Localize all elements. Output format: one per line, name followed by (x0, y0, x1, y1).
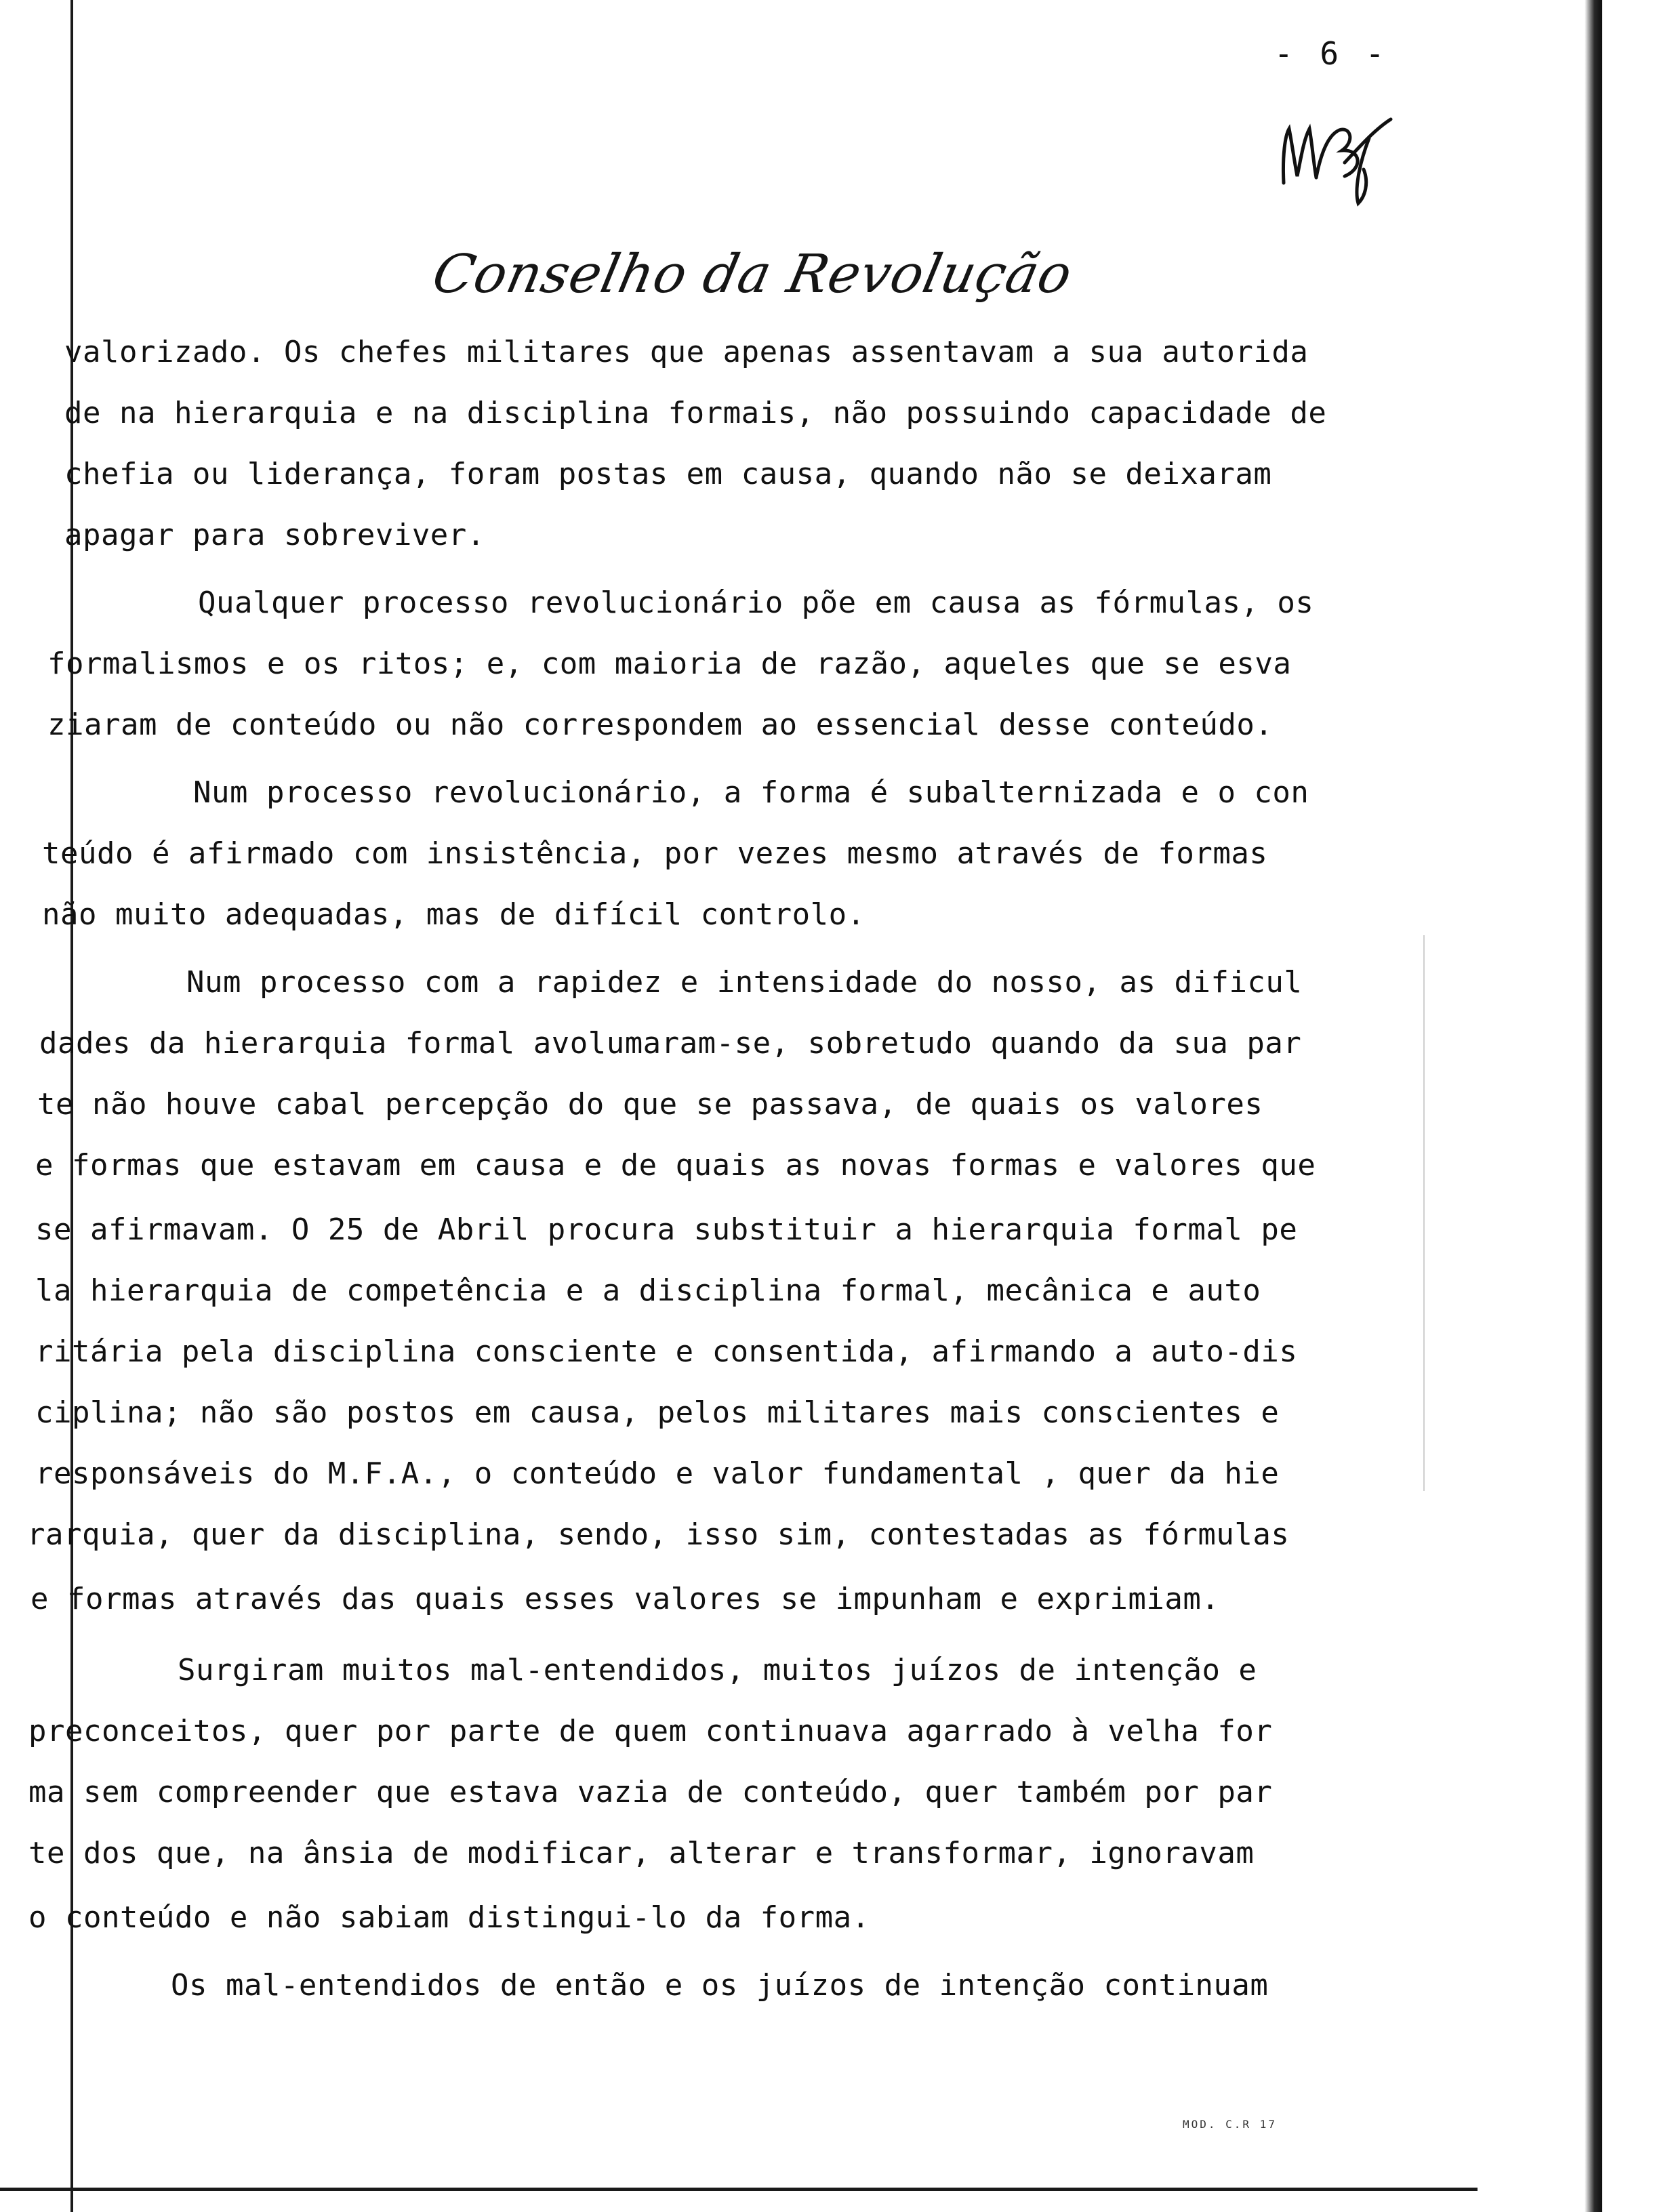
text-line: dades da hierarquia formal avolumaram-se, sobretudo quando da sua par (39, 1026, 1302, 1061)
text-line: e formas através das quais esses valores se impunham e exprimiam. (30, 1582, 1220, 1616)
text-line: ciplina; não são postos em causa, pelos militares mais conscientes e (35, 1395, 1280, 1430)
text-line: ziaram de conteúdo ou não correspondem ao essencial desse conteúdo. (47, 708, 1274, 742)
text-line: Os mal-entendidos de então e os juízos de intenção continuam (171, 1968, 1269, 2003)
text-line: apagar para sobreviver. (64, 518, 485, 552)
text-line: Qualquer processo revolucionário põe em causa as fórmulas, os (198, 586, 1314, 620)
text-line: preconceitos, quer por parte de quem continuava agarrado à velha for (28, 1714, 1273, 1748)
text-line: formalismos e os ritos; e, com maioria de razão, aqueles que se esva (47, 647, 1292, 681)
text-line: o conteúdo e não sabiam distingui-lo da forma. (28, 1900, 870, 1935)
text-line: se afirmavam. O 25 de Abril procura substituir a hierarquia formal pe (35, 1212, 1298, 1247)
text-line: valorizado. Os chefes militares que apenas assentavam a sua autorida (64, 335, 1309, 369)
text-line: te dos que, na ânsia de modificar, alterar e transformar, ignoravam (28, 1836, 1255, 1870)
text-line: não muito adequadas, mas de difícil controlo. (42, 897, 865, 932)
text-line: teúdo é afirmado com insistência, por vezes mesmo através de formas (42, 836, 1268, 871)
letterhead-title: Conselho da Revolução (427, 244, 1078, 305)
page-number: - 6 - (1274, 35, 1389, 72)
text-line: ma sem compreender que estava vazia de conteúdo, quer também por par (28, 1775, 1273, 1809)
text-line: Num processo revolucionário, a forma é subalternizada e o con (193, 775, 1309, 810)
text-line: Surgiram muitos mal-entendidos, muitos juízos de intenção e (178, 1653, 1257, 1687)
form-code: MOD. C.R 17 (1183, 2118, 1277, 2131)
text-line: de na hierarquia e na disciplina formais, não possuindo capacidade de (64, 396, 1327, 430)
text-line: chefia ou liderança, foram postas em causa, quando não se deixaram (64, 457, 1272, 491)
text-line: te não houve cabal percepção do que se passava, de quais os valores (37, 1087, 1263, 1122)
text-line: responsáveis do M.F.A., o conteúdo e valor fundamental , quer da hie (35, 1456, 1280, 1491)
text-line: ritária pela disciplina consciente e consentida, afirmando a auto-dis (35, 1334, 1298, 1369)
text-line: la hierarquia de competência e a disciplina formal, mecânica e auto (35, 1273, 1261, 1308)
text-line: e formas que estavam em causa e de quais as novas formas e valores que (35, 1148, 1316, 1183)
text-line: Num processo com a rapidez e intensidade do nosso, as dificul (186, 965, 1303, 1000)
text-line: rarquia, quer da disciplina, sendo, isso sim, contestadas as fórmulas (27, 1517, 1290, 1552)
